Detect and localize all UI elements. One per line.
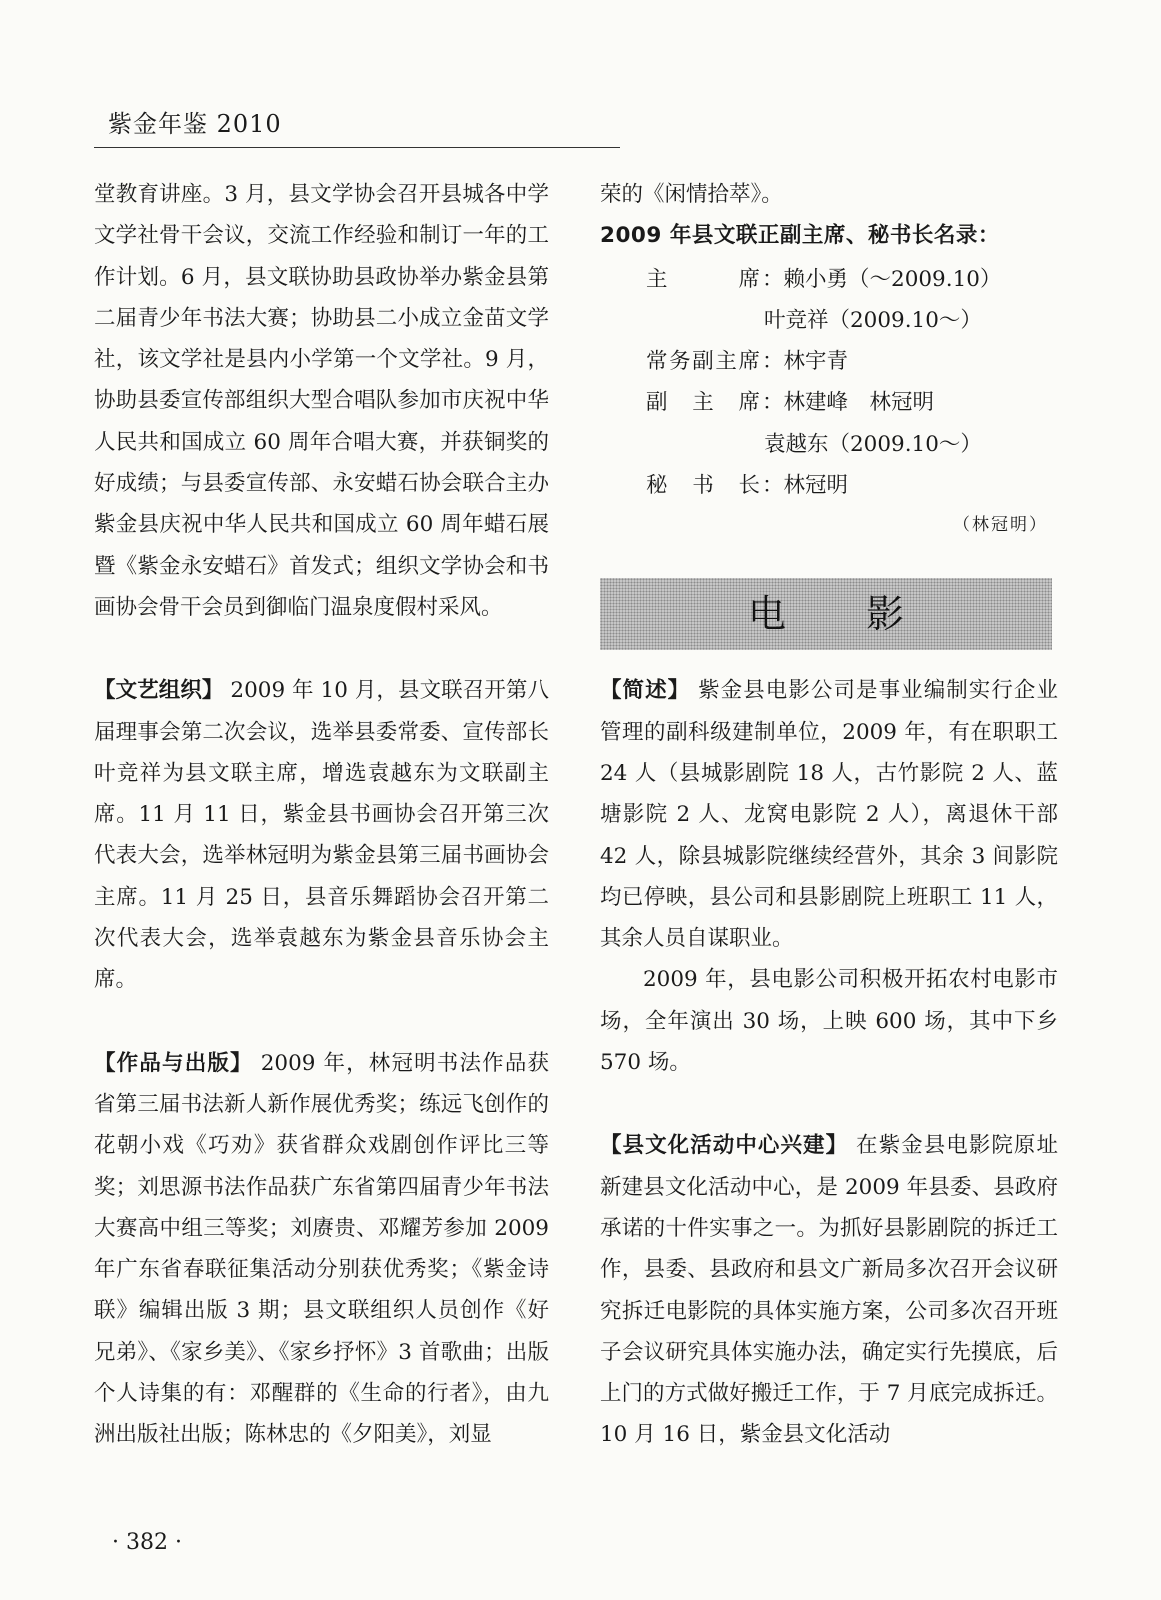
section-works-publication (94, 1043, 549, 1456)
section-body: 2009 年，林冠明书法作品获省第三届书法新人新作展优秀奖；练远飞创作的花朝小戏《巧劝》获省群众戏剧创作评比三等奖；刘思源书法作品获广东省第四届青少年书法大赛高中组三等奖；刘赓贵、邓耀芳参加 2009 年广东省春联征集活动分别获优秀奖；《紫金诗联》编辑出版 3 期；县文联组织人员创作《好兄弟》、《家乡美》、《家乡抒怀》3 首歌曲；出版个人诗集的有：邓醒群的《生命的行者》，由九洲出版社出版；陈林忠的《夕阳美》，刘显 (94, 1050, 549, 1448)
section-body: 2009 年 10 月，县文联召开第八届理事会第二次会议，选举县委常委、宣传部长叶竞祥为县文联主席，增选袁越东为文联副主席。11 月 11 日，紫金县书画协会召开第三次代表大会，选举林冠明为紫金县第三届书画协会主席。11 月 25 日，县音乐舞蹈协会召开第二次代表大会，选举袁越东为紫金县音乐协会主席。 (94, 678, 549, 993)
overview-paragraph-2: 2009 年，县电影公司积极开拓农村电影市场，全年演出 30 场，上映 600 场，其中下乡 570 场。 (600, 967, 1058, 1076)
roster-row-secretary-general (600, 465, 1058, 506)
roster-row-vice-cont: 袁越东（2009.10～） (764, 431, 982, 457)
header-rule (94, 147, 620, 148)
right-column (600, 174, 1058, 1456)
roster-row-exec-vice (600, 341, 1058, 382)
running-head: 紫金年鉴 2010 (108, 110, 282, 138)
section-heading: 【作品与出版】 (94, 1050, 253, 1076)
section-heading: 【简述】 (600, 678, 691, 704)
role-label: 常 务 副 主 席 (646, 349, 760, 375)
left-column (94, 174, 549, 1456)
role-label: 秘 书 长 (646, 473, 760, 499)
section-cultural-center (600, 1125, 1058, 1455)
role-names: ：林建峰 林冠明 (762, 390, 935, 416)
intro-paragraph: 堂教育讲座。3 月，县文学协会召开县城各中学文学社骨干会议，交流工作经验和制订一年的工作计划。6 月，县文联协助县政协举办紫金县第二届青少年书法大赛；协助县二小成立金苗文学社，该文学社是县内小学第一个文学社。9 月，协助县委宣传部组织大型合唱队参加市庆祝中华人民共和国成立 60 周年合唱大赛，并获铜奖的好成绩；与县委宣传部、永安蜡石协会联合主办紫金县庆祝中华人民共和国成立 60 周年蜡石展暨《紫金永安蜡石》首发式；组织文学协会和书画协会骨干会员到御临门温泉度假村采风。 (94, 182, 549, 620)
roster-title: 2009 年县文联正副主席、秘书长名录： (600, 223, 1000, 249)
role-label: 副 主 席 (646, 390, 760, 416)
roster-row-vice (600, 382, 1058, 423)
section-heading: 【文艺组织】 (94, 678, 224, 704)
section-body: 在紫金县电影院原址新建县文化活动中心，是 2009 年县委、县政府承诺的十件实事之一。为抓好县影剧院的拆迁工作，县委、县政府和县文广新局多次召开会议研究拆迁电影院的具体实施方案，公司多次召开班子会议研究具体实施办法，确定实行先摸底，后上门的方式做好搬迁工作，于 7 月底完成拆迁。10 月 16 日，紫金县文化活动 (600, 1133, 1058, 1448)
role-names: ：赖小勇（～2009.10） (762, 266, 1002, 292)
section-heading: 【县文化活动中心兴建】 (600, 1133, 849, 1159)
page-number: · 382 · (112, 1530, 182, 1555)
section-overview (600, 670, 1058, 959)
roster-row-chair-cont: 叶竞祥（2009.10～） (764, 307, 982, 333)
roster-row-chair (600, 259, 1058, 300)
role-label: 主 席 (646, 266, 760, 292)
role-names: ：林冠明 (762, 473, 849, 499)
author-credit: （林冠明） (953, 515, 1048, 536)
roster-list (600, 259, 1058, 507)
role-names: ：林宇青 (762, 349, 849, 375)
section-literary-organization (94, 670, 549, 1000)
continued-text: 荣的《闲情拾萃》。 (600, 182, 783, 207)
section-banner-film: 电影 (600, 578, 1052, 650)
section-body: 紫金县电影公司是事业编制实行企业管理的副科级建制单位，2009 年，有在职职工 24 人（县城影剧院 18 人，古竹影院 2 人、蓝塘影院 2 人、龙窝电影院 2 人），离退休干部 42 人，除县城影院继续经营外，其余 3 间影院均已停映，县公司和县影剧院上班职工 11 人，其余人员自谋职业。 (600, 678, 1058, 952)
